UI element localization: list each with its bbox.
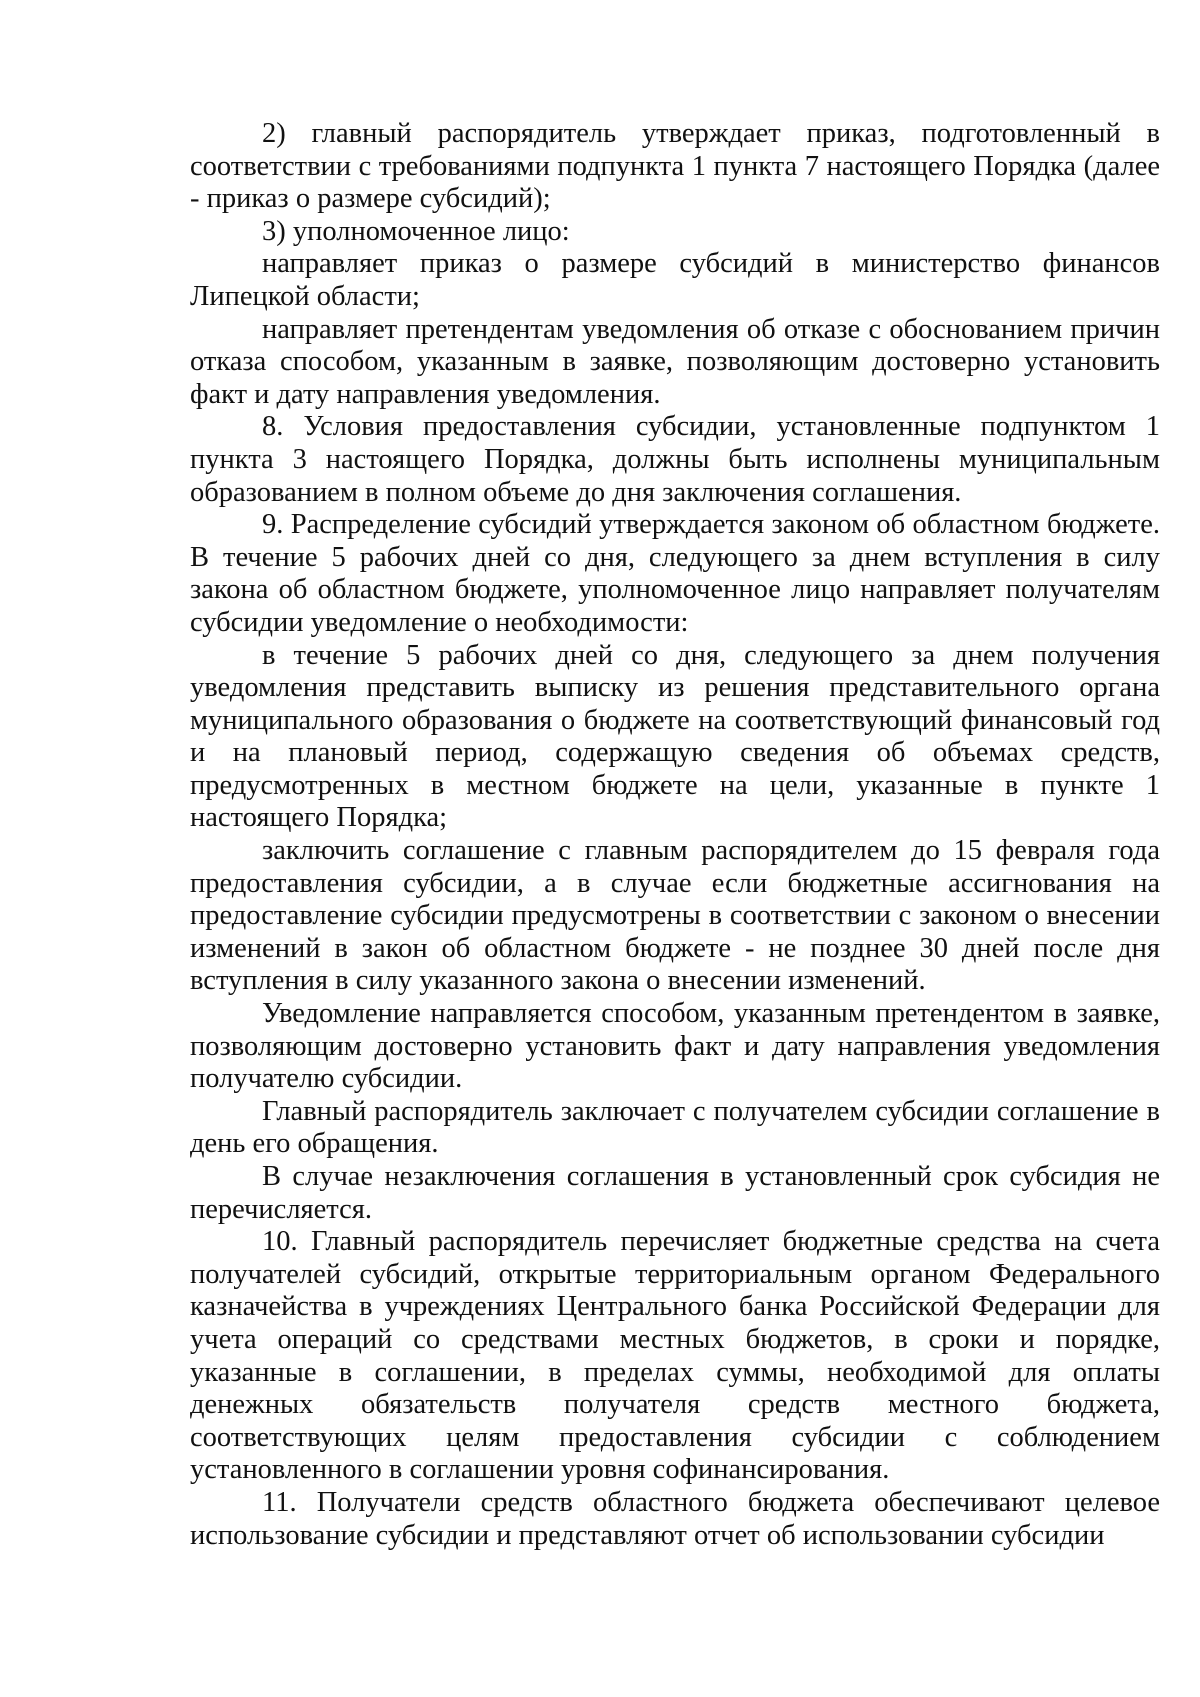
paragraph-sends-order: направляет приказ о размере субсидий в министерство финансов Липецкой области; (190, 248, 1160, 312)
paragraph-no-agreement: В случае незаключения соглашения в установленный срок субсидия не перечисляется. (190, 1161, 1160, 1225)
paragraph-8-conditions: 8. Условия предоставления субсидии, установленные подпунктом 1 пункта 3 настоящего Порядка, должны быть исполнены муниципальным образованием в полном объеме до дня заключения соглашения. (190, 411, 1160, 508)
paragraph-2-main-distributor: 2) главный распорядитель утверждает приказ, подготовленный в соответствии с требованиями подпункта 1 пункта 7 настоящего Порядка (далее - приказ о размере субсидий); (190, 118, 1160, 215)
paragraph-11-recipients: 11. Получатели средств областного бюджета обеспечивают целевое использование субсидии и представляют отчет об использовании субсидии (190, 1486, 1160, 1551)
paragraph-submit-extract: в течение 5 рабочих дней со дня, следующего за днем получения уведомления представить выписку из решения представительного органа муниципального образования о бюджете на соответствующий финансовый год и на плановый период, содержащую сведения об объемах средств, предусмотренных в местном бюджете на цели, указанные в пункте 1 настоящего Порядка; (190, 639, 1160, 834)
paragraph-notification-method: Уведомление направляется способом, указанным претендентом в заявке, позволяющим достоверно установить факт и дату направления уведомления получателю субсидии. (190, 998, 1160, 1095)
paragraph-9-distribution: 9. Распределение субсидий утверждается законом об областном бюджете. В течение 5 рабочих дней со дня, следующего за днем вступления в силу закона об областном бюджете, уполномоченное лицо направляет получателям субсидии уведомление о необходимости: (190, 509, 1160, 638)
paragraph-10-transfer: 10. Главный распорядитель перечисляет бюджетные средства на счета получателей субсидий, открытые территориальным органом Федерального казначейства в учреждениях Центрального банка Российской Федерации для учета операций со средствами местных бюджетов, в сроки и порядке, указанные в соглашении, в пределах суммы, необходимой для оплаты денежных обязательств получателя средств местного бюджета, соответствующих целям предоставления субсидии с соблюдением установленного в соглашении уровня софинансирования. (190, 1226, 1160, 1486)
paragraph-conclude-agreement: заключить соглашение с главным распорядителем до 15 февраля года предоставления субсидии, а в случае если бюджетные ассигнования на предоставление субсидии предусмотрены в соответствии с законом о внесении изменений в закон об областном бюджете - не позднее 30 дней после дня вступления в силу указанного закона о внесении изменений. (190, 835, 1160, 997)
document-page (190, 118, 1160, 1552)
paragraph-3-authorized-person: 3) уполномоченное лицо: (262, 215, 570, 247)
paragraph-agreement-day: Главный распорядитель заключает с получателем субсидии соглашение в день его обращения. (190, 1095, 1160, 1160)
paragraph-sends-refusal: направляет претендентам уведомления об отказе с обоснованием причин отказа способом, указанным в заявке, позволяющим достоверно установить факт и дату направления уведомления. (190, 313, 1160, 410)
